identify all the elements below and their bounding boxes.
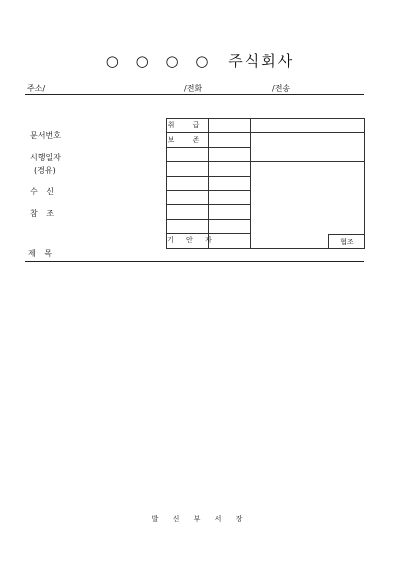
drafter-label: 기 안 자 (167, 234, 209, 248)
grid-cell (167, 205, 209, 219)
grid-cell (209, 190, 251, 204)
company-suffix: 주식회사 (228, 52, 295, 70)
grid-row (167, 162, 365, 176)
grid-cell (167, 190, 209, 204)
retention-note (251, 133, 365, 162)
retention-value (209, 133, 251, 147)
handling-value (209, 119, 251, 133)
grid-cell (167, 219, 209, 233)
cooperation-label: 협조 (328, 234, 365, 249)
grid-cell (209, 205, 251, 219)
sender-signature: 발 신 부 서 장 (151, 515, 249, 523)
approval-grid (166, 118, 365, 249)
document-title (0, 50, 400, 71)
cooperation-area (251, 162, 365, 248)
grid-cell (167, 147, 209, 161)
grid-row (167, 119, 365, 133)
grid-cell (209, 147, 251, 161)
header-divider (25, 94, 364, 95)
subject-divider (25, 261, 364, 262)
grid-cell (209, 162, 251, 176)
address-label: 주소/ (27, 84, 46, 93)
grid-cell (167, 176, 209, 190)
subject-label: 제 목 (28, 249, 55, 258)
fax-label: /전송 (272, 84, 291, 93)
date-label: 시행일자 (30, 153, 61, 162)
recipient-label: 수 신 (30, 187, 57, 196)
handling-note (251, 119, 365, 133)
reference-label: 참 조 (30, 209, 57, 218)
grid-cell (209, 219, 251, 233)
doc-number-label: 문서번호 (30, 131, 61, 140)
retention-label: 보 존 (167, 133, 209, 147)
phone-label: /전화 (184, 84, 203, 93)
grid-row (167, 133, 365, 147)
via-label: (경유) (34, 166, 56, 175)
handling-label: 취 급 (167, 119, 209, 133)
grid-cell (167, 162, 209, 176)
grid-cell (209, 176, 251, 190)
company-name-placeholder: ○ ○ ○ ○ (105, 52, 215, 70)
